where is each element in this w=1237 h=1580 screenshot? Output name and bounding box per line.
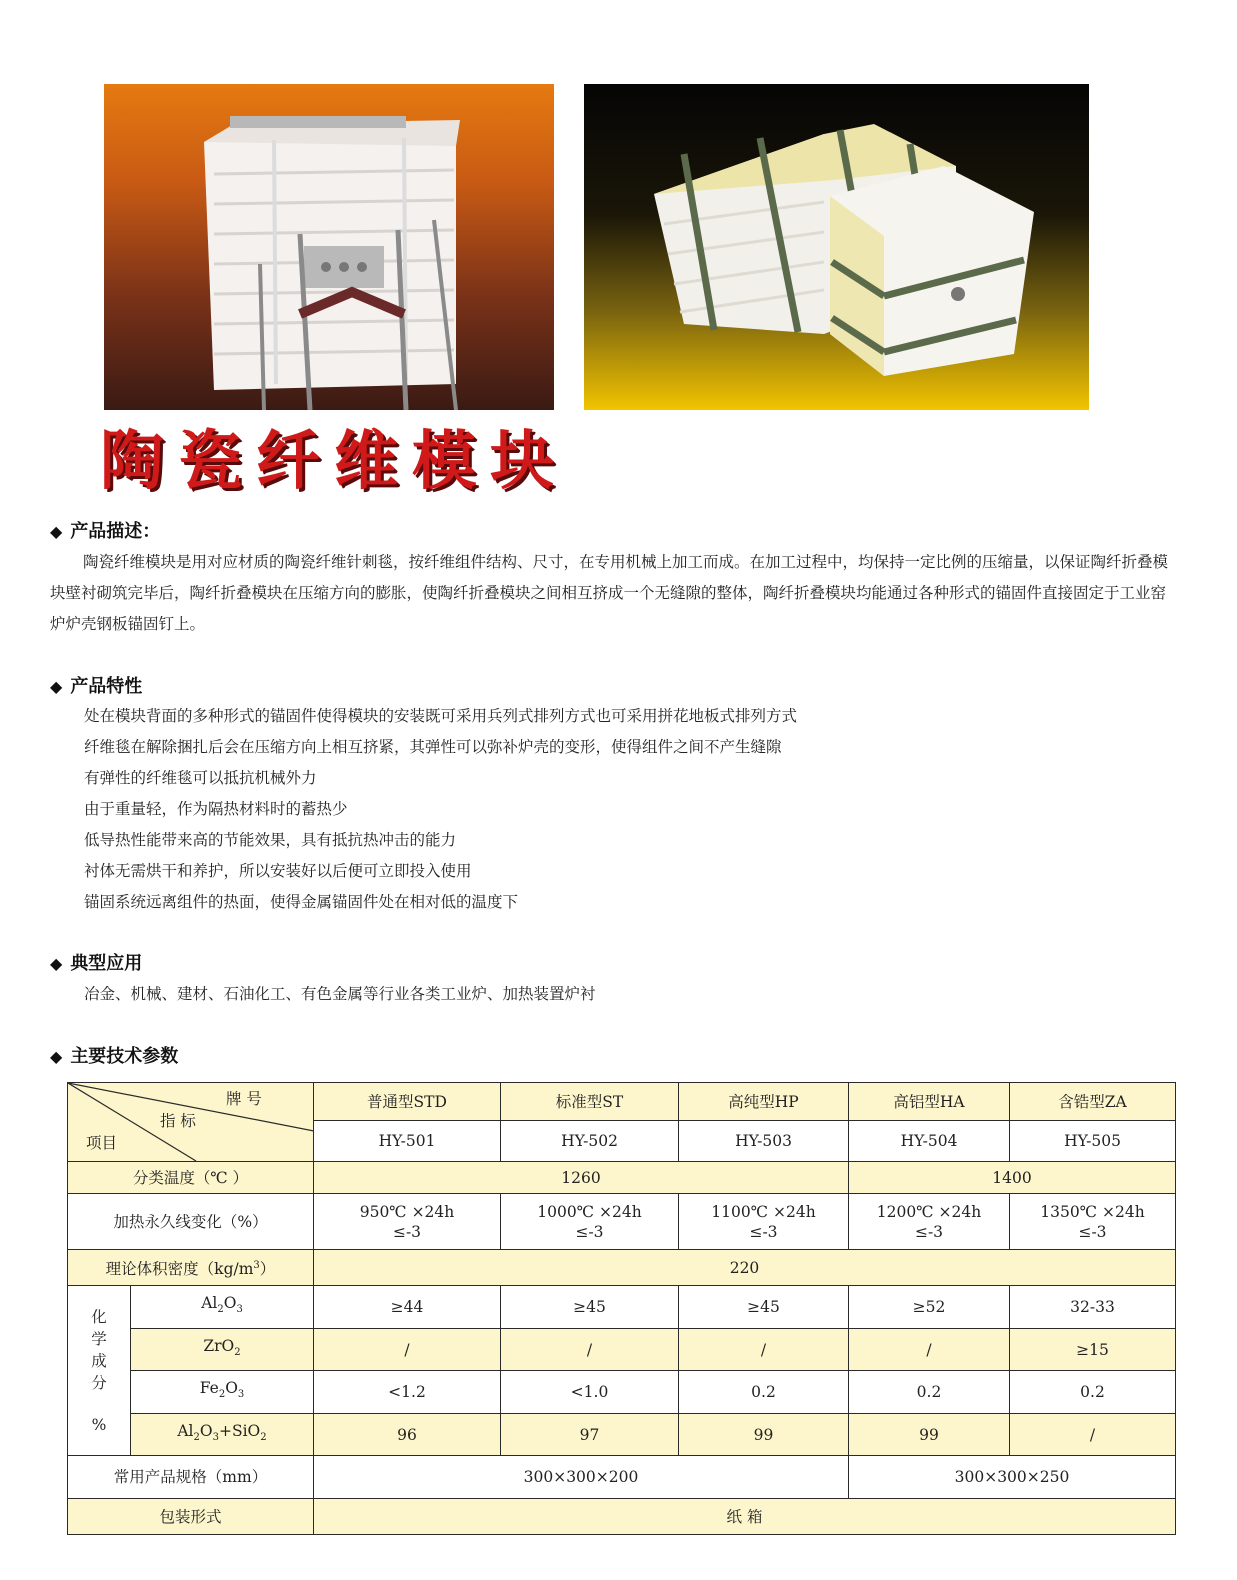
value-cell: [501, 1194, 679, 1250]
feature-item: 由于重量轻，作为隔热材料时的蓄热少: [84, 800, 348, 818]
features-list: [84, 701, 797, 918]
value-cell: 32-33: [1010, 1286, 1176, 1329]
value-cell: [679, 1194, 849, 1250]
value-cell: 纸 箱: [314, 1499, 1176, 1535]
diamond-bullet-icon: ◆: [50, 677, 63, 696]
page-title: 陶瓷纤维模块: [100, 425, 568, 499]
value-cell: 99: [849, 1414, 1010, 1456]
value-cell: 0.2: [1010, 1371, 1176, 1414]
chem-char: %: [91, 1415, 107, 1434]
table-row: [68, 1414, 1176, 1456]
corner-item-label: 项目: [86, 1134, 118, 1152]
chem-char: 分: [91, 1373, 107, 1392]
chem-formula-al2o3-sio2: $Al_2O_3+SiO_2$: [131, 1414, 314, 1456]
value-cell: ≥45: [501, 1286, 679, 1329]
applications-heading: [50, 952, 142, 976]
value-cell: 1400: [849, 1162, 1176, 1194]
row-label: 加热永久线变化（%）: [68, 1194, 314, 1250]
feature-item: 处在模块背面的多种形式的锚固件使得模块的安装既可采用兵列式排列方式也可采用拼花地板式排列方式: [84, 707, 798, 725]
applications-heading-text: 典型应用: [70, 953, 143, 974]
chem-group-label: [68, 1286, 131, 1456]
condition: 1100℃ ×24h: [711, 1202, 816, 1221]
applications-text: [84, 979, 596, 1010]
description-paragraph: [50, 547, 1170, 640]
density-label: 理论体积密度（kg/m: [105, 1260, 254, 1279]
corner-brand-label: 牌 号: [226, 1090, 262, 1108]
value-cell: 99: [679, 1414, 849, 1456]
specs-heading-text: 主要技术参数: [70, 1046, 179, 1067]
diamond-bullet-icon: ◆: [50, 954, 63, 973]
value-cell: ≥52: [849, 1286, 1010, 1329]
code-cell: HY-501: [314, 1121, 501, 1162]
value-cell: /: [1010, 1414, 1176, 1456]
feature-item: 低导热性能带来高的节能效果，具有抵抗热冲击的能力: [84, 831, 457, 849]
corner-indicator-label: 指 标: [160, 1112, 196, 1130]
value-cell: /: [849, 1329, 1010, 1371]
grade-header: 普通型STD: [314, 1083, 501, 1121]
grade-header: 含锆型ZA: [1010, 1083, 1176, 1121]
row-label: 常用产品规格（mm）: [68, 1456, 314, 1499]
product-photo-module-stack: [584, 84, 1089, 410]
chem-char: 学: [91, 1329, 107, 1348]
value-cell: 0.2: [679, 1371, 849, 1414]
code-cell: HY-505: [1010, 1121, 1176, 1162]
grade-header: 标准型ST: [501, 1083, 679, 1121]
value-cell: 96: [314, 1414, 501, 1456]
value-cell: 300×300×250: [849, 1456, 1176, 1499]
value-cell: [1010, 1194, 1176, 1250]
table-row: [68, 1250, 1176, 1286]
condition: 950℃ ×24h: [359, 1202, 455, 1221]
feature-item: 衬体无需烘干和养护，所以安装好以后便可立即投入使用: [84, 862, 472, 880]
table-row: [68, 1083, 1176, 1121]
chem-formula-zro2: ZrO$_2$: [131, 1329, 314, 1371]
value-cell: /: [501, 1329, 679, 1371]
condition: 1350℃ ×24h: [1040, 1202, 1145, 1221]
feature-item: 纤维毯在解除捆扎后会在压缩方向上相互挤紧，其弹性可以弥补炉壳的变形，使得组件之间不产生缝隙: [84, 738, 782, 756]
code-cell: HY-504: [849, 1121, 1010, 1162]
diamond-bullet-icon: ◆: [50, 522, 63, 541]
table-row: [68, 1162, 1176, 1194]
value-cell: /: [314, 1329, 501, 1371]
description-heading: [50, 520, 160, 544]
product-photo-module-with-anchor: [104, 84, 554, 410]
feature-item: 有弹性的纤维毯可以抵抗机械外力: [84, 769, 317, 787]
value-cell: 97: [501, 1414, 679, 1456]
code-cell: HY-502: [501, 1121, 679, 1162]
chem-formula-al2o3: $Al_2O_3$: [131, 1286, 314, 1329]
table-row: [68, 1456, 1176, 1499]
density-label-sup: 3: [253, 1259, 260, 1271]
description-heading-text: 产品描述：: [70, 521, 161, 542]
value-cell: 0.2: [849, 1371, 1010, 1414]
table-row: [68, 1499, 1176, 1535]
limit: ≤-3: [749, 1222, 778, 1241]
description-text: 陶瓷纤维模块是用对应材质的陶瓷纤维针刺毯，按纤维组件结构、尺寸，在专用机械上加工而成。在加工过程中，均保持一定比例的压缩量，以保证陶纤折叠模块壁衬砌筑完毕后，陶纤折叠模块在压缩方向的膨胀，使陶纤折叠模块之间相互挤成一个无缝隙的整体，陶纤折叠模块均能通过各种形式的锚固件直接固定于工业窑炉炉壳钢板锚固钉上。: [50, 553, 1169, 633]
value-cell: 300×300×200: [314, 1456, 849, 1499]
feature-item: 锚固系统远离组件的热面，使得金属锚固件处在相对低的温度下: [84, 893, 519, 911]
row-label: [68, 1250, 314, 1286]
value-cell: 220: [314, 1250, 1176, 1286]
value-cell: <1.0: [501, 1371, 679, 1414]
density-label-end: ）: [259, 1260, 276, 1279]
grade-header: 高铝型HA: [849, 1083, 1010, 1121]
value-cell: ≥44: [314, 1286, 501, 1329]
chem-char: 化: [91, 1307, 107, 1326]
value-cell: [849, 1194, 1010, 1250]
table-row: [68, 1194, 1176, 1250]
spec-table: [67, 1082, 1176, 1535]
chem-formula-fe2o3: $Fe_2O_3$: [131, 1371, 314, 1414]
table-row: [68, 1329, 1176, 1371]
code-cell: HY-503: [679, 1121, 849, 1162]
table-row: [68, 1371, 1176, 1414]
limit: ≤-3: [392, 1222, 422, 1241]
value-cell: ≥15: [1010, 1329, 1176, 1371]
applications-line: 冶金、机械、建材、石油化工、有色金属等行业各类工业炉、加热装置炉衬: [84, 985, 596, 1003]
grade-header: 高纯型HP: [679, 1083, 849, 1121]
value-cell: [314, 1194, 501, 1250]
limit: ≤-3: [575, 1222, 604, 1241]
row-label: 包装形式: [68, 1499, 314, 1535]
condition: 1000℃ ×24h: [537, 1202, 642, 1221]
value-cell: ≥45: [679, 1286, 849, 1329]
value-cell: /: [679, 1329, 849, 1371]
condition: 1200℃ ×24h: [876, 1202, 982, 1221]
row-label: 分类温度（℃ ）: [68, 1162, 314, 1194]
features-heading-text: 产品特性: [70, 676, 143, 697]
diamond-bullet-icon: ◆: [50, 1047, 63, 1066]
chem-char: 成: [91, 1351, 107, 1370]
value-cell: 1260: [314, 1162, 849, 1194]
value-cell: <1.2: [314, 1371, 501, 1414]
features-heading: [50, 675, 142, 699]
table-row: [68, 1286, 1176, 1329]
table-corner-header: [68, 1083, 314, 1162]
specs-heading: [50, 1045, 178, 1069]
limit: ≤-3: [914, 1222, 944, 1241]
limit: ≤-3: [1078, 1222, 1107, 1241]
